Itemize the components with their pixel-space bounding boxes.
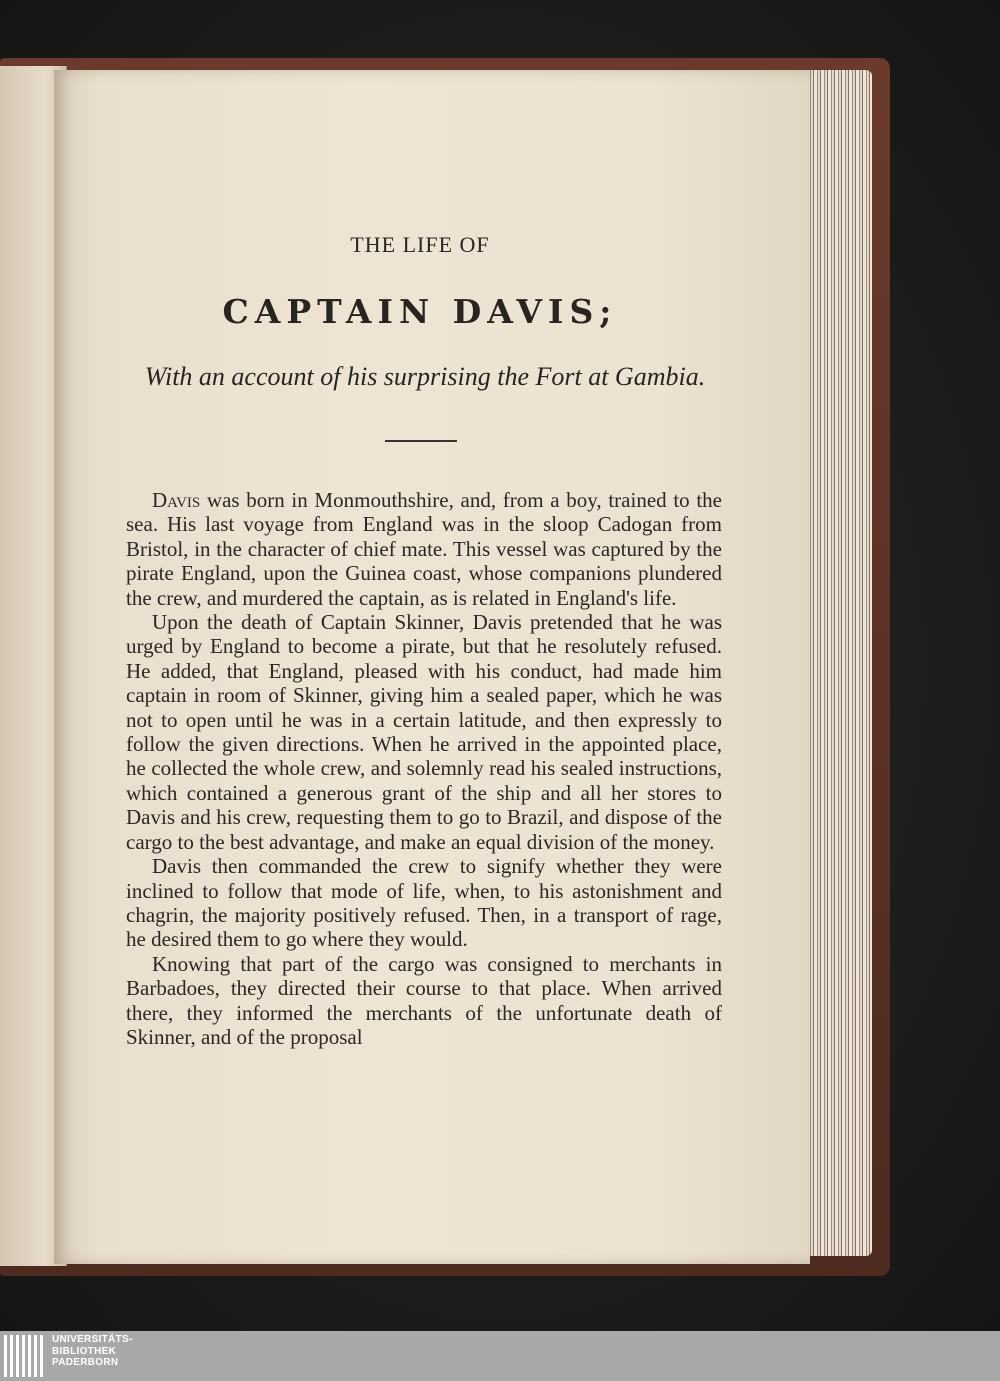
logo-line: UNIVERSITÄTS- [52, 1334, 133, 1345]
paragraph [126, 610, 722, 854]
paragraph [126, 854, 722, 952]
chapter-title: CAPTAIN DAVIS; [222, 292, 618, 331]
paragraph-text: Knowing that part of the cargo was consigned to merchants in Barbadoes, they directed their course to that place. When arrived there, they informed the merchants of the unfortunate death of Skinner, and of the proposal [126, 951, 722, 1049]
library-logo-icon [4, 1333, 44, 1379]
body-text [126, 488, 722, 1049]
paragraph-text: Upon the death of Captain Skinner, Davis pretended that he was urged by England to become a pirate, but that he resolutely refused. He added, that England, pleased with his conduct, had made him captain in room of Skinner, giving him a sealed paper, which he was not to open until he was in a certain latitude, and then expressly to follow the given directions. When he arrived in the appointed place, he collected the whole crew, and solemnly read his sealed instructions, which contained a generous grant of the ship and all her stores to Davis and his crew, requesting them to go to Brazil, and dispose of the cargo to the best advantage, and make an equal division of the money. [126, 610, 722, 854]
paragraph [126, 488, 722, 610]
library-logo-text [52, 1334, 133, 1369]
paragraph [126, 952, 722, 1050]
paragraph-text: was born in Monmouthshire, and, from a boy, trained to the sea. His last voyage from England was in the sloop Cadogan from Bristol, in the character of chief mate. This vessel was captured by the pirate England, upon the Guinea coast, whose companions plundered the crew, and murdered the captain, as is related in England's life. [126, 488, 722, 610]
library-footer-bar [0, 1331, 1000, 1381]
drop-lead-word: Davis [152, 488, 201, 512]
paragraph-text: Davis then commanded the crew to signify whether they were inclined to follow that mode of life, when, to his astonishment and chagrin, the majority positively refused. Then, in a transport of rage, he desired them to go where they would. [126, 854, 722, 952]
chapter-subtitle: With an account of his surprising the Fort at Gambia. [144, 362, 706, 391]
title-divider [385, 440, 457, 442]
logo-line: BIBLIOTHEK [52, 1345, 117, 1357]
logo-line: PADERBORN [52, 1357, 119, 1368]
chapter-heading: THE LIFE OF [350, 232, 490, 257]
